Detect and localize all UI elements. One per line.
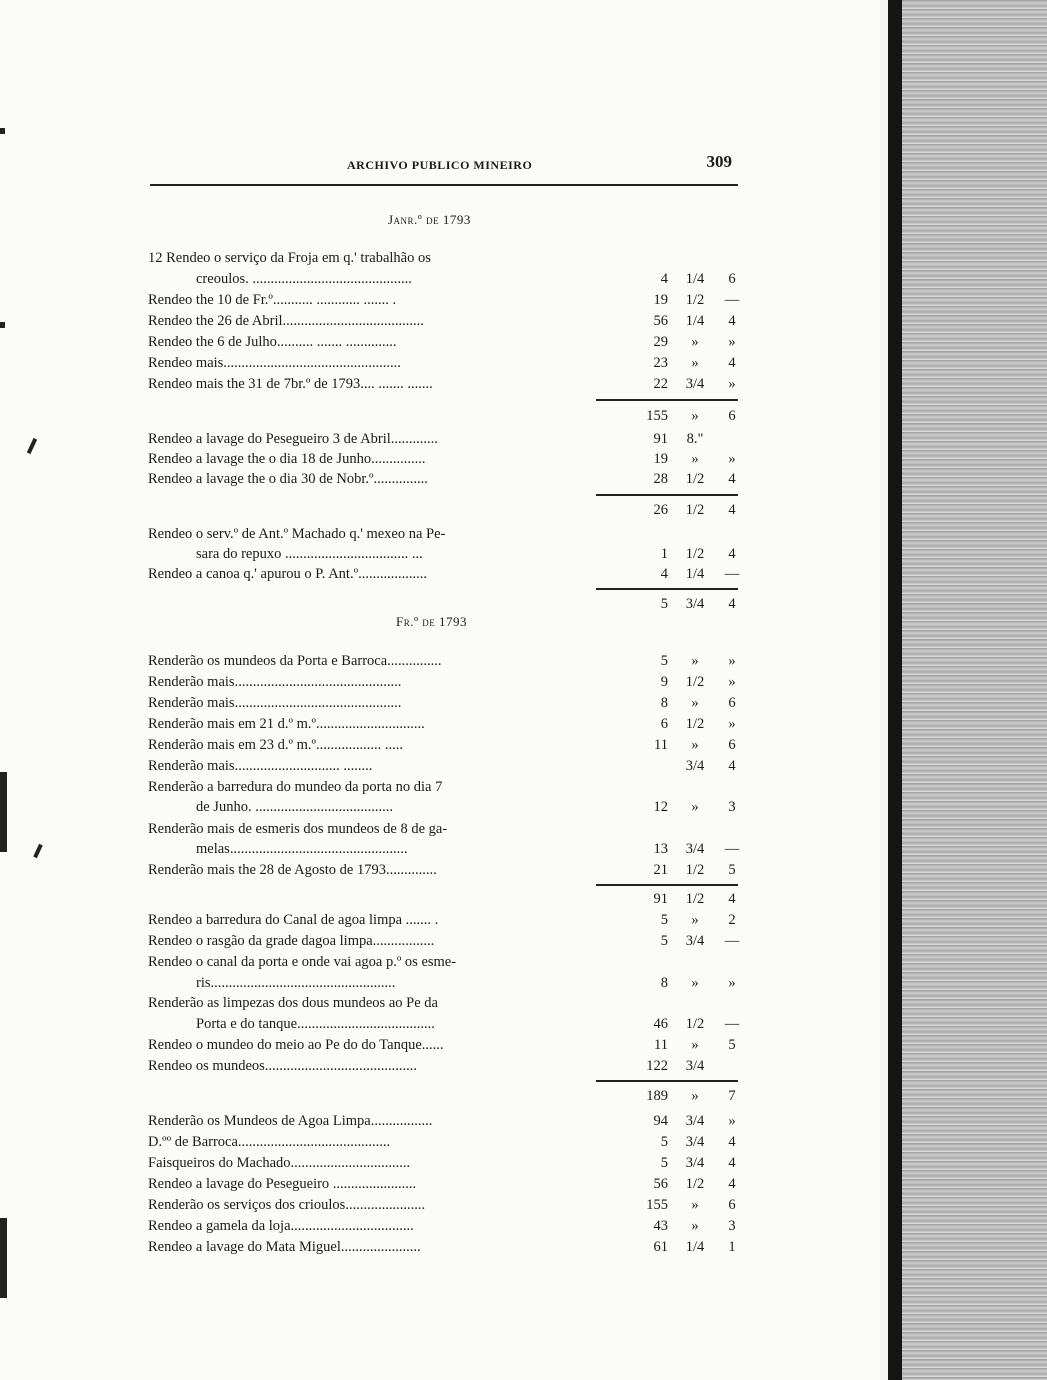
binding-shadow <box>888 0 902 1380</box>
subtotal-rule <box>596 399 738 401</box>
subtotal-rule <box>596 494 738 496</box>
table-row: melas................................................. 13 3/4 — <box>196 841 740 857</box>
table-row: Rendeo a lavage do Pesegueiro ....................... 56 1/2 4 <box>148 1176 736 1192</box>
table-row: Rendeo o rasgão da grade dagoa limpa................. 5 3/4 — <box>148 933 740 949</box>
header-title: ARCHIVO PUBLICO MINEIRO <box>347 158 533 172</box>
page-number: 309 <box>706 152 732 171</box>
table-row: Renderão mais em 23 d.º m.º.................. ..... 11 » 6 <box>148 737 736 753</box>
table-row: sara do repuxo .................................. ... 1 1/2 4 <box>196 546 736 562</box>
table-row: Renderão os serviços dos crioulos...................... 155 » 6 <box>148 1197 736 1213</box>
margin-mark <box>0 772 7 852</box>
table-row: Renderão mais de esmeris dos mundeos de 8 de ga- <box>148 821 448 837</box>
table-row: Renderão mais.............................................. 8 » 6 <box>148 695 736 711</box>
subtotal-row: 91 1/2 4 <box>653 891 736 907</box>
table-row: 12 Rendeo o serviço da Froja em q.' trabalhão os <box>148 250 431 266</box>
table-row: Rendeo mais the 31 de 7br.º de 1793.... ....... ....... 22 3/4 » <box>148 376 736 392</box>
table-row: Renderão os Mundeos de Agoa Limpa................. 94 3/4 » <box>148 1113 736 1129</box>
subtotal-row: 26 1/2 4 <box>653 502 736 518</box>
table-row: Rendeo a lavage do Mata Miguel...................... 61 1/4 1 <box>148 1239 736 1255</box>
table-row: creoulos. ............................................ 4 1/4 6 <box>196 271 736 287</box>
table-row: Porta e do tanque...................................... 46 1/2 — <box>196 1016 740 1032</box>
margin-mark <box>0 1218 7 1298</box>
table-row: Rendeo a canoa q.' apurou o P. Ant.º................... 4 1/4 — <box>148 566 740 582</box>
table-row: Rendeo os mundeos.......................................... 122 3/4 <box>148 1058 705 1074</box>
subtotal-rule <box>596 1080 738 1082</box>
table-row: Renderão mais............................. ........ 3/4 4 <box>148 758 736 774</box>
table-row: Renderão as limpezas dos dous mundeos ao Pe da <box>148 995 438 1011</box>
table-row: Rendeo a lavage do Pesegueiro 3 de Abril............. 91 8." <box>148 431 704 447</box>
subtotal-rule <box>596 588 738 590</box>
table-row: ris................................................... 8 » » <box>196 975 736 991</box>
table-row: Rendeo the 6 de Julho.......... ....... .............. 29 » » <box>148 334 736 350</box>
book-binding <box>888 0 1047 1380</box>
table-row: Rendeo o canal da porta e onde vai agoa p.º os esme- <box>148 954 457 970</box>
table-row: Faisqueiros do Machado................................. 5 3/4 4 <box>148 1155 736 1171</box>
table-row: Rendeo the 26 de Abril....................................... 56 1/4 4 <box>148 313 736 329</box>
table-row: Renderão os mundeos da Porta e Barroca............... 5 » » <box>148 653 736 669</box>
table-row: Rendeo a barredura do Canal de agoa limpa ....... . 5 » 2 <box>148 912 736 928</box>
table-row: Rendeo o mundeo do meio ao Pe do do Tanque...... 11 » 5 <box>148 1037 736 1053</box>
table-row: Renderão mais the 28 de Agosto de 1793.............. 21 1/2 5 <box>148 862 736 878</box>
subtotal-row: 5 3/4 4 <box>660 596 736 612</box>
table-row: de Junho. ...................................... 12 » 3 <box>196 799 736 815</box>
table-row: Renderão mais em 21 d.º m.º.............................. 6 1/2 » <box>148 716 736 732</box>
subtotal-row: 189 » 7 <box>646 1088 736 1104</box>
margin-mark <box>0 322 5 328</box>
margin-mark <box>0 128 5 134</box>
subtotal-row: 155 » 6 <box>646 408 736 424</box>
table-row: Rendeo o serv.º de Ant.º Machado q.' mexeo na Pe- <box>148 526 446 542</box>
table-row: Renderão mais.............................................. 9 1/2 » <box>148 674 736 690</box>
table-row: Rendeo a lavage the o dia 18 de Junho............... 19 » » <box>148 451 736 467</box>
table-row: Rendeo mais................................................. 23 » 4 <box>148 355 736 371</box>
running-header <box>150 150 738 186</box>
table-row: Renderão a barredura do mundeo da porta no dia 7 <box>148 779 443 795</box>
table-row: Rendeo a lavage the o dia 30 de Nobr.º............... 28 1/2 4 <box>148 471 736 487</box>
subtotal-rule <box>596 884 738 886</box>
table-row: Rendeo a gamela da loja.................................. 43 » 3 <box>148 1218 736 1234</box>
table-row: D.ºº de Barroca.......................................... 5 3/4 4 <box>148 1134 736 1150</box>
section-heading-fevereiro: Fr.º de 1793 <box>396 614 468 629</box>
section-heading-janeiro: Janr.º de 1793 <box>388 212 471 227</box>
table-row: Rendeo the 10 de Fr.º........... ............ ....... . 19 1/2 — <box>148 292 740 308</box>
